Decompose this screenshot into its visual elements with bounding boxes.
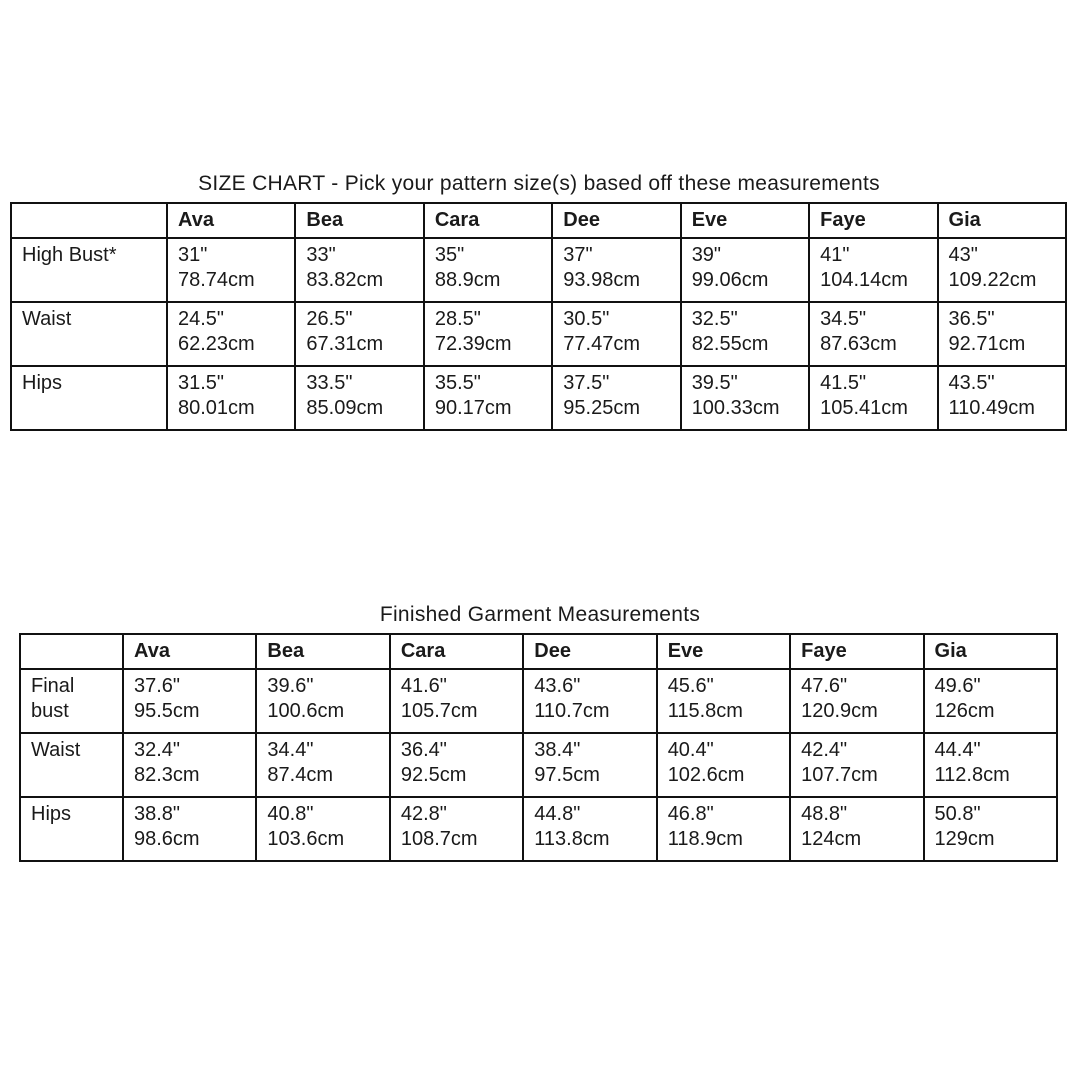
cm-value: 82.55cm xyxy=(691,333,769,355)
inch-value: 33.5" xyxy=(306,372,353,394)
inch-value: 24.5" xyxy=(178,308,225,330)
cm-value: 78.74cm xyxy=(178,269,255,291)
inch-value: 40.8" xyxy=(267,803,314,825)
row-label-hips: Hips xyxy=(11,366,167,430)
row-label-waist xyxy=(20,733,123,797)
inch-value: 43.5" xyxy=(948,372,995,394)
inch-value: 43" xyxy=(948,244,978,266)
table-cell xyxy=(681,366,809,430)
inch-value: 37" xyxy=(563,244,593,266)
garment-header-row xyxy=(20,634,1057,669)
table-row xyxy=(20,669,1057,733)
cm-value: 108.7cm xyxy=(400,828,478,850)
cm-value: 72.39cm xyxy=(434,333,512,355)
row-label-line1: Waist xyxy=(31,739,81,761)
cm-value: 110.7cm xyxy=(534,700,610,722)
table-cell xyxy=(523,797,656,861)
row-label-line1: Final xyxy=(31,675,75,697)
table-cell xyxy=(938,238,1066,302)
cm-value: 87.4cm xyxy=(267,764,334,786)
inch-value: 41.6" xyxy=(400,675,447,697)
size-chart-title: SIZE CHART - Pick your pattern size(s) based off these measurements xyxy=(198,172,880,195)
inch-value: 45.6" xyxy=(667,675,714,697)
inch-value: 36.4" xyxy=(400,739,447,761)
table-cell xyxy=(552,238,680,302)
inch-value: 44.4" xyxy=(934,739,981,761)
table-cell xyxy=(809,366,937,430)
table-row xyxy=(11,302,1066,366)
col-header-ava: Ava xyxy=(123,634,256,669)
inch-value: 43.6" xyxy=(534,675,581,697)
col-header-ava: Ava xyxy=(167,203,295,238)
table-cell xyxy=(681,302,809,366)
cm-value: 97.5cm xyxy=(534,764,600,786)
col-header-faye: Faye xyxy=(809,203,937,238)
cm-value: 85.09cm xyxy=(306,397,384,419)
col-header-cara: Cara xyxy=(390,634,523,669)
table-cell xyxy=(295,302,423,366)
table-cell xyxy=(390,797,523,861)
table-cell xyxy=(167,302,295,366)
cm-value: 113.8cm xyxy=(534,828,610,850)
inch-value: 36.5" xyxy=(948,308,995,330)
table-row xyxy=(11,238,1066,302)
inch-value: 34.4" xyxy=(267,739,314,761)
inch-value: 37.6" xyxy=(134,675,181,697)
col-header-bea: Bea xyxy=(295,203,423,238)
finished-garment-title: Finished Garment Measurements xyxy=(379,603,701,626)
cm-value: 93.98cm xyxy=(563,269,640,291)
cm-value: 110.49cm xyxy=(948,397,1035,419)
cm-value: 102.6cm xyxy=(667,764,745,786)
table-cell xyxy=(167,238,295,302)
table-cell xyxy=(938,366,1066,430)
cm-value: 109.22cm xyxy=(948,269,1037,291)
row-label-line1: Hips xyxy=(31,803,72,825)
inch-value: 28.5" xyxy=(434,308,481,330)
table-cell xyxy=(657,797,790,861)
table-cell xyxy=(295,366,423,430)
row-label-high-bust: High Bust* xyxy=(11,238,167,302)
table-cell xyxy=(424,302,552,366)
table-cell xyxy=(123,669,256,733)
col-header-faye: Faye xyxy=(790,634,923,669)
cm-value: 88.9cm xyxy=(434,269,501,291)
table-cell xyxy=(256,733,389,797)
inch-value: 38.8" xyxy=(134,803,181,825)
table-cell xyxy=(123,797,256,861)
cm-value: 98.6cm xyxy=(134,828,200,850)
cm-value: 99.06cm xyxy=(691,269,769,291)
cm-value: 120.9cm xyxy=(801,700,878,722)
table-cell xyxy=(167,366,295,430)
table-cell xyxy=(657,733,790,797)
inch-value: 39.6" xyxy=(267,675,314,697)
inch-value: 32.4" xyxy=(134,739,181,761)
inch-value: 42.4" xyxy=(801,739,848,761)
table-row xyxy=(20,733,1057,797)
table-cell xyxy=(256,669,389,733)
corner-cell xyxy=(20,634,123,669)
table-cell xyxy=(523,733,656,797)
inch-value: 48.8" xyxy=(801,803,848,825)
table-cell xyxy=(790,733,923,797)
cm-value: 83.82cm xyxy=(306,269,384,291)
cm-value: 92.5cm xyxy=(400,764,467,786)
col-header-cara: Cara xyxy=(424,203,552,238)
inch-value: 32.5" xyxy=(691,308,738,330)
cm-value: 100.33cm xyxy=(691,397,780,419)
inch-value: 26.5" xyxy=(306,308,353,330)
cm-value: 118.9cm xyxy=(667,828,743,850)
table-cell xyxy=(523,669,656,733)
cm-value: 95.5cm xyxy=(134,700,200,722)
cm-value: 104.14cm xyxy=(820,269,908,291)
inch-value: 38.4" xyxy=(534,739,581,761)
cm-value: 87.63cm xyxy=(820,333,897,355)
table-cell xyxy=(938,302,1066,366)
finished-garment-table xyxy=(19,633,1058,862)
table-cell xyxy=(424,238,552,302)
table-cell xyxy=(123,733,256,797)
row-label-line2: bust xyxy=(31,700,69,722)
col-header-dee: Dee xyxy=(552,203,680,238)
inch-value: 41.5" xyxy=(820,372,867,394)
cm-value: 82.3cm xyxy=(134,764,200,786)
inch-value: 35.5" xyxy=(434,372,481,394)
table-row xyxy=(20,797,1057,861)
inch-value: 31" xyxy=(178,244,208,266)
col-header-gia: Gia xyxy=(924,634,1057,669)
table-cell xyxy=(924,797,1057,861)
row-label-hips xyxy=(20,797,123,861)
table-cell xyxy=(390,733,523,797)
cm-value: 126cm xyxy=(934,700,995,722)
inch-value: 49.6" xyxy=(934,675,981,697)
cm-value: 115.8cm xyxy=(667,700,743,722)
cm-value: 129cm xyxy=(934,828,995,850)
row-label-final-bust xyxy=(20,669,123,733)
inch-value: 35" xyxy=(434,244,465,266)
inch-value: 50.8" xyxy=(934,803,981,825)
cm-value: 100.6cm xyxy=(267,700,345,722)
inch-value: 47.6" xyxy=(801,675,848,697)
row-label-waist: Waist xyxy=(11,302,167,366)
cm-value: 77.47cm xyxy=(563,333,640,355)
cm-value: 62.23cm xyxy=(178,333,255,355)
table-cell xyxy=(924,669,1057,733)
inch-value: 41" xyxy=(820,244,850,266)
table-cell xyxy=(809,238,937,302)
col-header-eve: Eve xyxy=(681,203,809,238)
table-cell xyxy=(809,302,937,366)
inch-value: 34.5" xyxy=(820,308,867,330)
col-header-eve: Eve xyxy=(657,634,790,669)
table-cell xyxy=(681,238,809,302)
col-header-bea: Bea xyxy=(256,634,389,669)
inch-value: 44.8" xyxy=(534,803,581,825)
table-cell xyxy=(790,669,923,733)
table-cell xyxy=(256,797,389,861)
table-cell xyxy=(552,302,680,366)
table-row xyxy=(11,366,1066,430)
cm-value: 124cm xyxy=(801,828,862,850)
inch-value: 46.8" xyxy=(667,803,714,825)
cm-value: 105.41cm xyxy=(820,397,908,419)
inch-value: 37.5" xyxy=(563,372,610,394)
inch-value: 39" xyxy=(691,244,722,266)
cm-value: 112.8cm xyxy=(934,764,1010,786)
cm-value: 103.6cm xyxy=(267,828,345,850)
table-cell xyxy=(924,733,1057,797)
col-header-gia: Gia xyxy=(938,203,1066,238)
cm-value: 67.31cm xyxy=(306,333,384,355)
size-chart-header-row xyxy=(11,203,1066,238)
cm-value: 80.01cm xyxy=(178,397,255,419)
table-cell xyxy=(295,238,423,302)
cm-value: 92.71cm xyxy=(948,333,1026,355)
inch-value: 31.5" xyxy=(178,372,225,394)
table-cell xyxy=(790,797,923,861)
cm-value: 90.17cm xyxy=(434,397,512,419)
inch-value: 30.5" xyxy=(563,308,610,330)
size-chart-table xyxy=(10,202,1067,431)
inch-value: 42.8" xyxy=(400,803,447,825)
corner-cell xyxy=(11,203,167,238)
table-cell xyxy=(552,366,680,430)
cm-value: 107.7cm xyxy=(801,764,878,786)
table-cell xyxy=(390,669,523,733)
inch-value: 33" xyxy=(306,244,336,266)
table-cell xyxy=(657,669,790,733)
col-header-dee: Dee xyxy=(523,634,656,669)
inch-value: 40.4" xyxy=(667,739,714,761)
table-cell xyxy=(424,366,552,430)
cm-value: 95.25cm xyxy=(563,397,640,419)
inch-value: 39.5" xyxy=(691,372,738,394)
cm-value: 105.7cm xyxy=(400,700,478,722)
